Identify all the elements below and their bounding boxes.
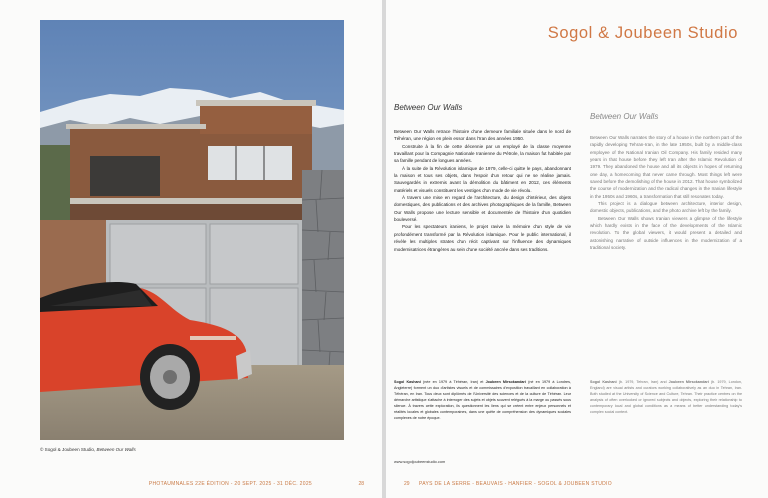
paragraph: À travers une mise en regard de l'architecture, du design d'intérieur, des objets domestiques, des publications et des archives photographiques de la famille, Between Our Walls propose une lecture sensible et documentée de l'histoire d'un quotidien bouleversé. — [394, 195, 571, 223]
paragraph: Construite à la fin de cette décennie par un employé de la classe moyenne travaillant pour la Compagnie Nationale Iranienne du Pétrole, la maison fut habitée par sa famille pendant de longues années. — [394, 143, 571, 164]
paragraph: This project is a dialogue between architecture, interior design, domestic objects, publications, and the photo archive left by the family. — [590, 201, 742, 214]
text-column-french — [394, 128, 571, 253]
left-page-number: 28 — [358, 481, 364, 487]
bio-name: Joubeen Mirsokandari — [485, 380, 526, 384]
bio-name: Sogol Kashani — [590, 380, 617, 384]
caption-title: Between Our Walls — [96, 447, 136, 452]
paragraph: Between Our Walls narrates the story of a house in the northern part of the rapidly developing Tehran-Iran, in the late 1950s, built by a middle-class employee of the National Iranian Oil Company. His family resided many years in that house before they left Iran after the Islamic Revolution of 1979. They abandoned the house and all its objects in hopes of returning one day, a homecoming that never came through. Most things left were saved before the demolishing of the house in 2012. That house symbolized the course of modernization and the radical changes in the Iranian lifestyle in the 1950s and 1960s, a transformation that still resonates today. — [590, 135, 742, 199]
left-footer: PHOTAUMNALES 22E ÉDITION - 20 SEPT. 2025 - 31 DÉC. 2025 — [148, 481, 312, 487]
window-dark — [90, 156, 160, 196]
right-page-number: 29 — [404, 481, 410, 487]
right-page — [386, 0, 768, 498]
left-page — [0, 0, 382, 498]
photo-caption — [40, 447, 136, 452]
bio-french — [394, 379, 571, 421]
bio-name: Sogol Kashani — [394, 380, 421, 384]
bio-name: Joubeen Mirsokandari — [668, 380, 709, 384]
roof-edge-left — [66, 124, 206, 129]
roof-edge — [196, 100, 316, 106]
house-photo — [40, 20, 344, 440]
heading-english: Between Our Walls — [590, 112, 659, 121]
window-upper — [208, 146, 292, 180]
bio-text: (né en 1979 à Londres, Angleterre) forment un duo d'artistes visuels et de commissaires d'exposition travaillant en collaboration à Téhéran, en Iran. Tous deux sont diplômés de l'Université des sciences et de la culture de Téhéran. Leur démarche artistique s'attache à interroger des sujets et objets souvent relégués à la marge ou passés sous silence. À travers cette exploration, ils questionnent les liens qui se créent entre enjeux personnels et réalités locales et globales contemporaines, dans une quête de compréhension des dynamiques sociales complexes de notre époque. — [394, 380, 571, 420]
bio-text: (b. 1979, London, England) are visual artists and curators working collaboratively as an duo in Tehran, Iran. Both studied at the University of Science and Culture, Tehran. Their practice centres on the analysis of often overlooked or ignored subjects and objects, exploring their relationship to contemporary local and global conditions as a means of better understanding today's complex social context. — [590, 380, 742, 414]
bio-text: (b. 1979, Tehran, Iran) and — [616, 380, 669, 384]
paragraph: À la suite de la Révolution islamique de 1979, celle-ci quitte le pays, abandonnant la maison et tous ses objets, dans l'espoir d'un retour qui ne se réalise jamais. Sauvegardés in extremis avant la démolition du bâtiment en 2012, ces éléments matériels et visuels constituent les vestiges d'un mode de vie révolu. — [394, 165, 571, 193]
text-column-english — [590, 134, 742, 252]
bio-english — [590, 379, 742, 415]
brick-house-top — [200, 104, 312, 134]
photo-illustration — [40, 20, 344, 440]
caption-credit: © Sogol & Joubeen Studio, — [40, 447, 97, 452]
paragraph: Pour les spectateurs iraniens, le projet ravive la mémoire d'un style de vie profondément transformé par la Révolution islamique. Pour le public international, il révèle les multiples strates d'un récit captivant sur l'influence des dynamiques modernisatrices étrangères au sein d'une société ancrée dans ses traditions. — [394, 224, 571, 252]
balcony-slab — [70, 198, 320, 204]
right-footer: PAYS DE LA SERRE - BEAUVAIS - HANFIER - SOGOL & JOUBEEN STUDIO — [419, 481, 612, 487]
bio-text: (née en 1979 à Téhéran, Iran) et — [420, 380, 486, 384]
heading-french: Between Our Walls — [394, 103, 463, 112]
website-link[interactable]: www.sogoljoubeenstudio.com — [394, 459, 446, 464]
studio-title: Sogol & Joubeen Studio — [547, 24, 738, 42]
paragraph: Between Our Walls shows Iranian viewers a glimpse of the lifestyle which hardly exists in the face of the developments of the Islamic revolution. To the global viewers, it would present a detailed and astonishing narrative of outside influences in the modernization of a traditional society. — [590, 215, 742, 251]
paragraph: Between Our Walls retrace l'histoire d'une demeure familiale située dans le nord de Téhéran, une région en plein essor dans l'Iran des années 1950. — [394, 129, 571, 142]
